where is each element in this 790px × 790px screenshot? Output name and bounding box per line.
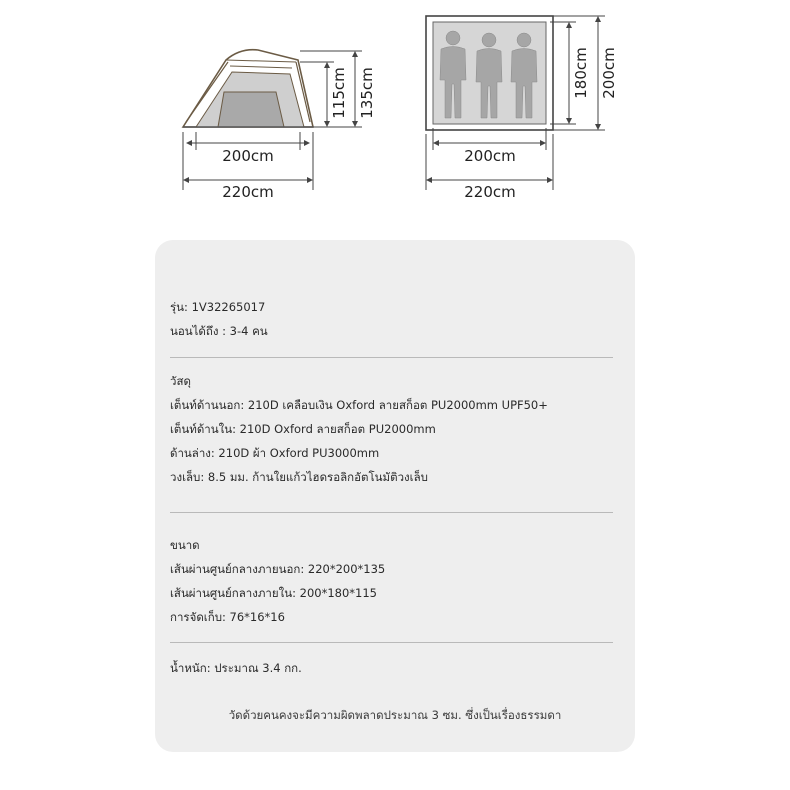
weight-section [170, 661, 613, 676]
material-section [170, 374, 613, 485]
material-inner-tent: เต็นท์ด้านใน: 210D Oxford ลายสก็อต PU2000mm [170, 422, 436, 436]
size-storage: การจัดเก็บ: 76*16*16 [170, 610, 285, 624]
measurement-footnote: วัดด้วยคนคงจะมีความผิดพลาดประมาณ 3 ซม. ซึ่งเป็นเรื่องธรรมดา [228, 708, 562, 722]
divider [170, 357, 613, 358]
size-outer: เส้นผ่านศูนย์กลางภายนอก: 220*200*135 [170, 562, 386, 576]
size-title: ขนาด [170, 538, 200, 552]
weight: น้ำหนัก: ประมาณ 3.4 กก. [170, 661, 302, 675]
side-height-outer-label: 135cm [358, 67, 376, 119]
model-number: รุ่น: 1V32265017 [170, 300, 266, 314]
divider [170, 512, 613, 513]
side-width-outer-label: 220cm [222, 183, 274, 201]
top-width-inner-label: 200cm [464, 147, 516, 165]
tent-side-view [183, 50, 313, 127]
side-width-inner-label: 200cm [222, 147, 274, 165]
sleeps-capacity: นอนได้ถึง : 3-4 คน [170, 324, 268, 338]
material-title: วัสดุ [170, 374, 191, 388]
top-height-inner-label: 180cm [572, 47, 590, 99]
top-height-outer-label: 200cm [600, 47, 618, 99]
spec-card [155, 240, 635, 752]
model-section [170, 300, 613, 339]
material-frame: วงเล็บ: 8.5 มม. ก้านใยแก้วไฮดรอลิกอัตโนมัติวงเล็บ [170, 470, 428, 484]
material-outer-tent: เต็นท์ด้านนอก: 210D เคลือบเงิน Oxford ลายสก็อต PU2000mm UPF50+ [170, 398, 548, 412]
tent-dimension-diagram [0, 0, 790, 230]
top-width-outer-label: 220cm [464, 183, 516, 201]
divider [170, 642, 613, 643]
size-inner: เส้นผ่านศูนย์กลางภายใน: 200*180*115 [170, 586, 377, 600]
side-height-inner-label: 115cm [330, 67, 348, 119]
material-bottom: ด้านล่าง: 210D ผ้า Oxford PU3000mm [170, 446, 380, 460]
size-section [170, 538, 613, 625]
